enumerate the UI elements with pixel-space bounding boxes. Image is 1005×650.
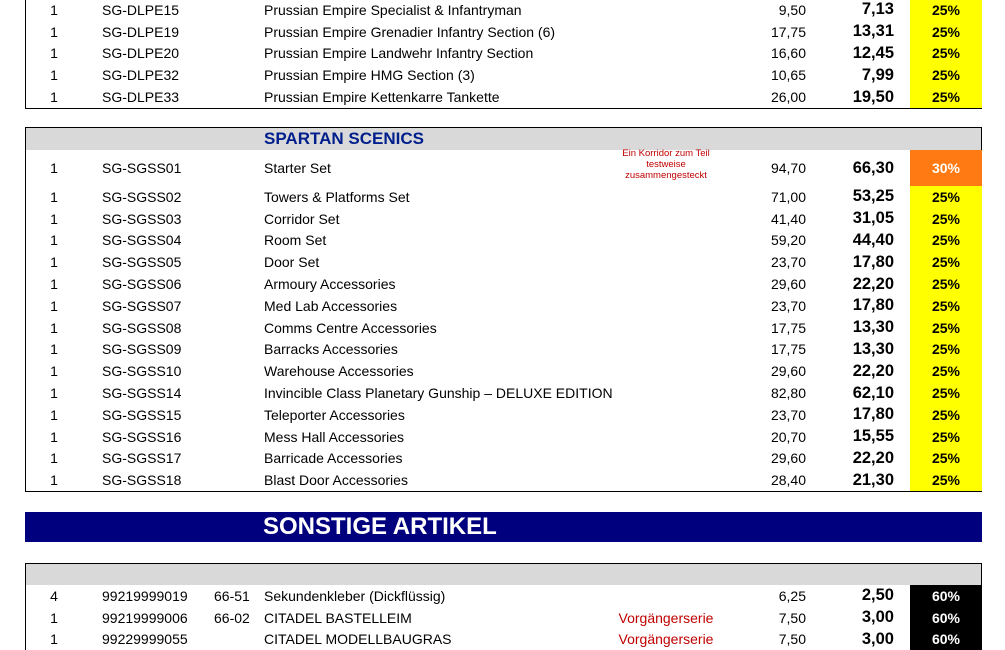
sku: SG-SGSS07 [102,297,182,314]
product-name: Barricade Accessories [264,450,403,467]
qty: 1 [50,67,58,84]
qty: 1 [50,254,58,271]
net-price: 15,55 [852,427,894,446]
list-price: 17,75 [770,341,806,358]
list-price: 9,50 [778,1,806,18]
list-price: 82,80 [770,385,806,402]
discount: 25% [910,360,982,382]
sku: SG-SGSS05 [102,254,182,271]
list-price: 71,00 [770,188,806,205]
spartan-scenics-table [25,127,982,492]
list-price: 6,25 [778,587,806,604]
list-price: 28,40 [770,472,806,489]
list-price: 29,60 [770,276,806,293]
discount: 25% [910,382,982,404]
table-row [26,273,981,295]
qty: 1 [50,609,58,626]
sku: SG-DLPE20 [102,45,180,62]
qty: 1 [50,472,58,489]
product-name: Warehouse Accessories [264,363,414,380]
qty: 1 [50,45,58,62]
net-price: 19,50 [852,87,894,106]
product-name: Comms Centre Accessories [264,319,437,336]
discount: 25% [910,43,982,65]
discount: 25% [910,426,982,448]
net-price: 2,50 [861,586,894,605]
list-price: 7,50 [778,609,806,626]
net-price: 53,25 [852,187,894,206]
sku: 99229999055 [102,631,188,648]
list-price: 17,75 [770,319,806,336]
table-row [26,448,981,470]
net-price: 13,30 [852,339,894,358]
product-name: Sekundenkleber (Dickflüssig) [264,587,446,604]
table-row [26,629,981,650]
qty: 1 [50,188,58,205]
product-name: Starter Set [264,160,331,176]
sku: SG-DLPE19 [102,23,180,40]
qty: 1 [50,297,58,314]
product-name: Door Set [264,254,320,271]
discount: 25% [910,317,982,339]
row-note: Ein Korridor zum Teil testweise zusammengesteckt [622,148,710,181]
qty: 1 [50,319,58,336]
table-row [26,21,981,43]
qty: 1 [50,428,58,445]
list-price: 41,40 [770,210,806,227]
product-name: CITADEL MODELLBAUGRAS [264,631,452,648]
net-price: 3,00 [861,608,894,627]
product-name: Invincible Class Planetary Gunship – DELUXE EDITION [264,385,613,402]
sku: SG-SGSS01 [102,160,182,176]
qty: 4 [50,587,58,604]
product-name: Armoury Accessories [264,276,396,293]
list-price: 23,70 [770,297,806,314]
discount: 25% [910,295,982,317]
table-row [26,0,981,21]
discount: 25% [910,469,982,491]
qty: 1 [50,89,58,106]
table-row [26,426,981,448]
sku: SG-SGSS15 [102,406,182,423]
list-price: 29,60 [770,363,806,380]
discount: 25% [910,86,982,108]
section-header [26,127,981,150]
sku: SG-DLPE32 [102,67,180,84]
net-price: 12,45 [852,43,894,62]
qty: 1 [50,363,58,380]
discount: 25% [910,0,982,21]
qty: 1 [50,276,58,293]
product-name: Barracks Accessories [264,341,398,358]
banner-title: SONSTIGE ARTIKEL [263,513,497,540]
sku: SG-SGSS09 [102,341,182,358]
discount: 25% [910,230,982,252]
net-price: 22,20 [852,361,894,380]
net-price: 22,20 [852,274,894,293]
discount: 25% [910,21,982,43]
sku: SG-DLPE33 [102,89,180,106]
discount: 25% [910,186,982,208]
net-price: 62,10 [852,383,894,402]
list-price: 26,00 [770,89,806,106]
table-row [26,64,981,86]
list-price: 29,60 [770,450,806,467]
net-price: 44,40 [852,230,894,249]
sku: SG-DLPE15 [102,1,180,18]
list-price: 17,75 [770,23,806,40]
sku: SG-SGSS17 [102,450,182,467]
sku: SG-SGSS16 [102,428,182,445]
list-price: 20,70 [770,428,806,445]
net-price: 17,80 [852,296,894,315]
table-row [26,43,981,65]
discount: 60% [910,607,982,629]
product-name: Blast Door Accessories [264,472,408,489]
sku: SG-SGSS02 [102,188,182,205]
discount: 25% [910,208,982,230]
sku: SG-SGSS06 [102,276,182,293]
product-name: Prussian Empire Kettenkarre Tankette [264,89,500,106]
list-price: 7,50 [778,631,806,648]
sku: 99219999019 [102,587,188,604]
sku: SG-SGSS10 [102,363,182,380]
qty: 1 [50,341,58,358]
net-price: 17,80 [852,252,894,271]
product-name: Teleporter Accessories [264,406,405,423]
sku: SG-SGSS08 [102,319,182,336]
product-name: Prussian Empire Grenadier Infantry Section (6) [264,23,556,40]
qty: 1 [50,450,58,467]
product-name: Prussian Empire Landwehr Infantry Section [264,45,534,62]
qty: 1 [50,210,58,227]
discount: 25% [910,251,982,273]
list-price: 16,60 [770,45,806,62]
table-row [26,150,981,186]
product-name: Mess Hall Accessories [264,428,405,445]
row-note: Vorgängerserie [618,609,714,626]
list-price: 23,70 [770,406,806,423]
article-code: 66-51 [214,587,250,604]
table-row [26,404,981,426]
sku: SG-SGSS18 [102,472,182,489]
row-note: Vorgängerserie [618,631,714,648]
table-row [26,230,981,252]
qty: 1 [50,23,58,40]
discount: 60% [910,629,982,650]
net-price: 66,30 [852,158,894,177]
qty: 1 [50,160,58,176]
net-price: 21,30 [852,470,894,489]
table-row [26,360,981,382]
discount: 25% [910,448,982,470]
table-row [26,607,981,629]
table-row [26,317,981,339]
table-row [26,251,981,273]
dlpe-table [25,0,982,109]
product-name: Corridor Set [264,210,340,227]
qty: 1 [50,406,58,423]
sku: 99219999006 [102,609,188,626]
sku: SG-SGSS14 [102,385,182,402]
table-row [26,585,981,607]
qty: 1 [50,385,58,402]
net-price: 17,80 [852,405,894,424]
discount: 25% [910,339,982,361]
qty: 1 [50,631,58,648]
table-row [26,295,981,317]
sku: SG-SGSS03 [102,210,182,227]
net-price: 7,13 [861,0,894,19]
discount: 60% [910,585,982,607]
net-price: 22,20 [852,448,894,467]
net-price: 13,31 [852,22,894,41]
product-name: CITADEL BASTELLEIM [264,609,412,626]
net-price: 3,00 [861,629,894,648]
table-row [26,86,981,108]
list-price: 23,70 [770,254,806,271]
table-header-bar [26,563,981,585]
net-price: 7,99 [861,65,894,84]
product-name: Room Set [264,232,327,249]
qty: 1 [50,1,58,18]
table-row [26,186,981,208]
sku: SG-SGSS04 [102,232,182,249]
article-code: 66-02 [214,609,250,626]
section-banner [25,512,982,542]
discount: 30% [910,150,982,186]
table-row [26,382,981,404]
discount: 25% [910,404,982,426]
sonstige-table [25,563,982,650]
qty: 1 [50,232,58,249]
table-row [26,469,981,491]
net-price: 13,30 [852,318,894,337]
list-price: 10,65 [770,67,806,84]
list-price: 59,20 [770,232,806,249]
product-name: Med Lab Accessories [264,297,398,314]
list-price: 94,70 [770,160,806,176]
net-price: 31,05 [852,209,894,228]
product-name: Prussian Empire Specialist & Infantryman [264,1,522,18]
product-name: Prussian Empire HMG Section (3) [264,67,475,84]
discount: 25% [910,273,982,295]
section-title: SPARTAN SCENICS [264,129,424,148]
discount: 25% [910,64,982,86]
product-name: Towers & Platforms Set [264,188,410,205]
table-row [26,208,981,230]
table-row [26,339,981,361]
